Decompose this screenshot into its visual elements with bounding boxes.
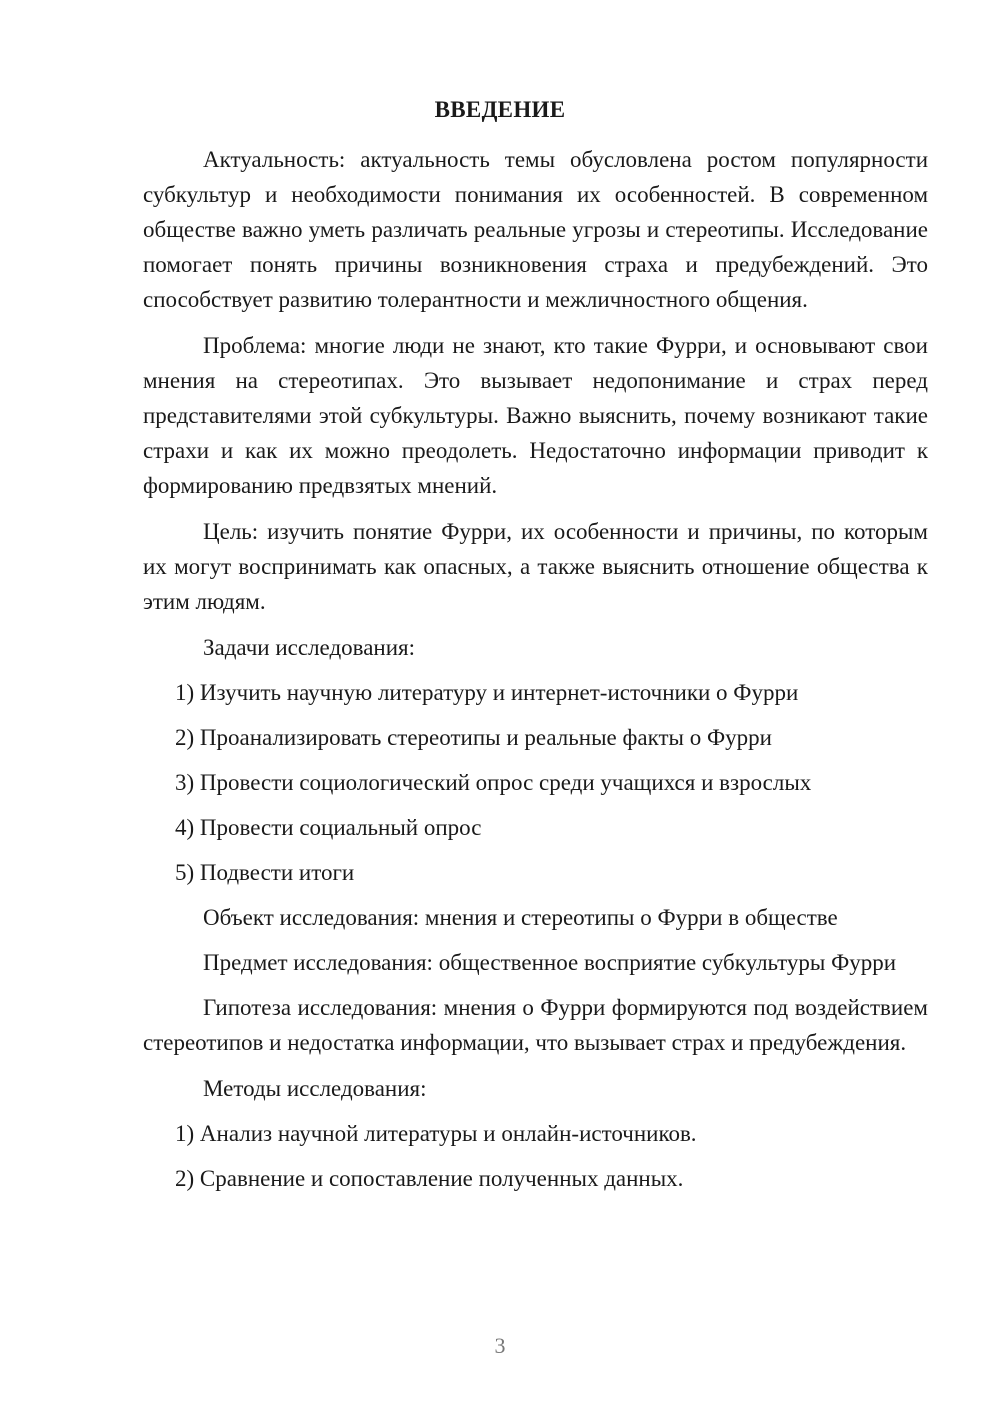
paragraph-problem: Проблема: многие люди не знают, кто такие Фурри, и основывают свои мнения на стереотипах. Это вызывает недопонимание и страх перед представителями этой субкультуры. Важно выяснить, почему возникают такие страхи и как их можно преодолеть. Недостаточно информации приводит к формированию предвзятых мнений. xyxy=(143,333,928,498)
task-item: 4) Провести социальный опрос xyxy=(175,815,482,840)
paragraph-object: Объект исследования: мнения и стереотипы о Фурри в обществе xyxy=(203,905,838,930)
task-item: 2) Проанализировать стереотипы и реальные факты о Фурри xyxy=(175,725,772,750)
paragraph-relevance: Актуальность: актуальность темы обусловлена ростом популярности субкультур и необходимости понимания их особенностей. В современном обществе важно уметь различать реальные угрозы и стереотипы. Исследование помогает понять причины возникновения страха и предубеждений. Это способствует развитию толерантности и межличностного общения. xyxy=(143,147,928,312)
paragraph-subject: Предмет исследования: общественное восприятие субкультуры Фурри xyxy=(203,950,897,975)
paragraph-goal: Цель: изучить понятие Фурри, их особенности и причины, по которым их могут воспринимать как опасных, а также выяснить отношение общества к этим людям. xyxy=(143,519,928,614)
body-text xyxy=(143,142,928,1196)
page-title: ВВЕДЕНИЕ xyxy=(434,97,566,122)
task-item: 3) Провести социологический опрос среди учащихся и взрослых xyxy=(175,770,812,795)
method-item: 2) Сравнение и сопоставление полученных данных. xyxy=(175,1166,684,1191)
method-item: 1) Анализ научной литературы и онлайн-источников. xyxy=(175,1121,697,1146)
task-item: 1) Изучить научную литературу и интернет-источники о Фурри xyxy=(175,680,799,705)
task-item: 5) Подвести итоги xyxy=(175,860,355,885)
paragraph-hypothesis: Гипотеза исследования: мнения о Фурри формируются под воздействием стереотипов и недостатка информации, что вызывает страх и предубеждения. xyxy=(143,995,928,1055)
page-number: 3 xyxy=(494,1333,506,1358)
tasks-heading: Задачи исследования: xyxy=(203,635,416,660)
methods-heading: Методы исследования: xyxy=(203,1076,427,1101)
